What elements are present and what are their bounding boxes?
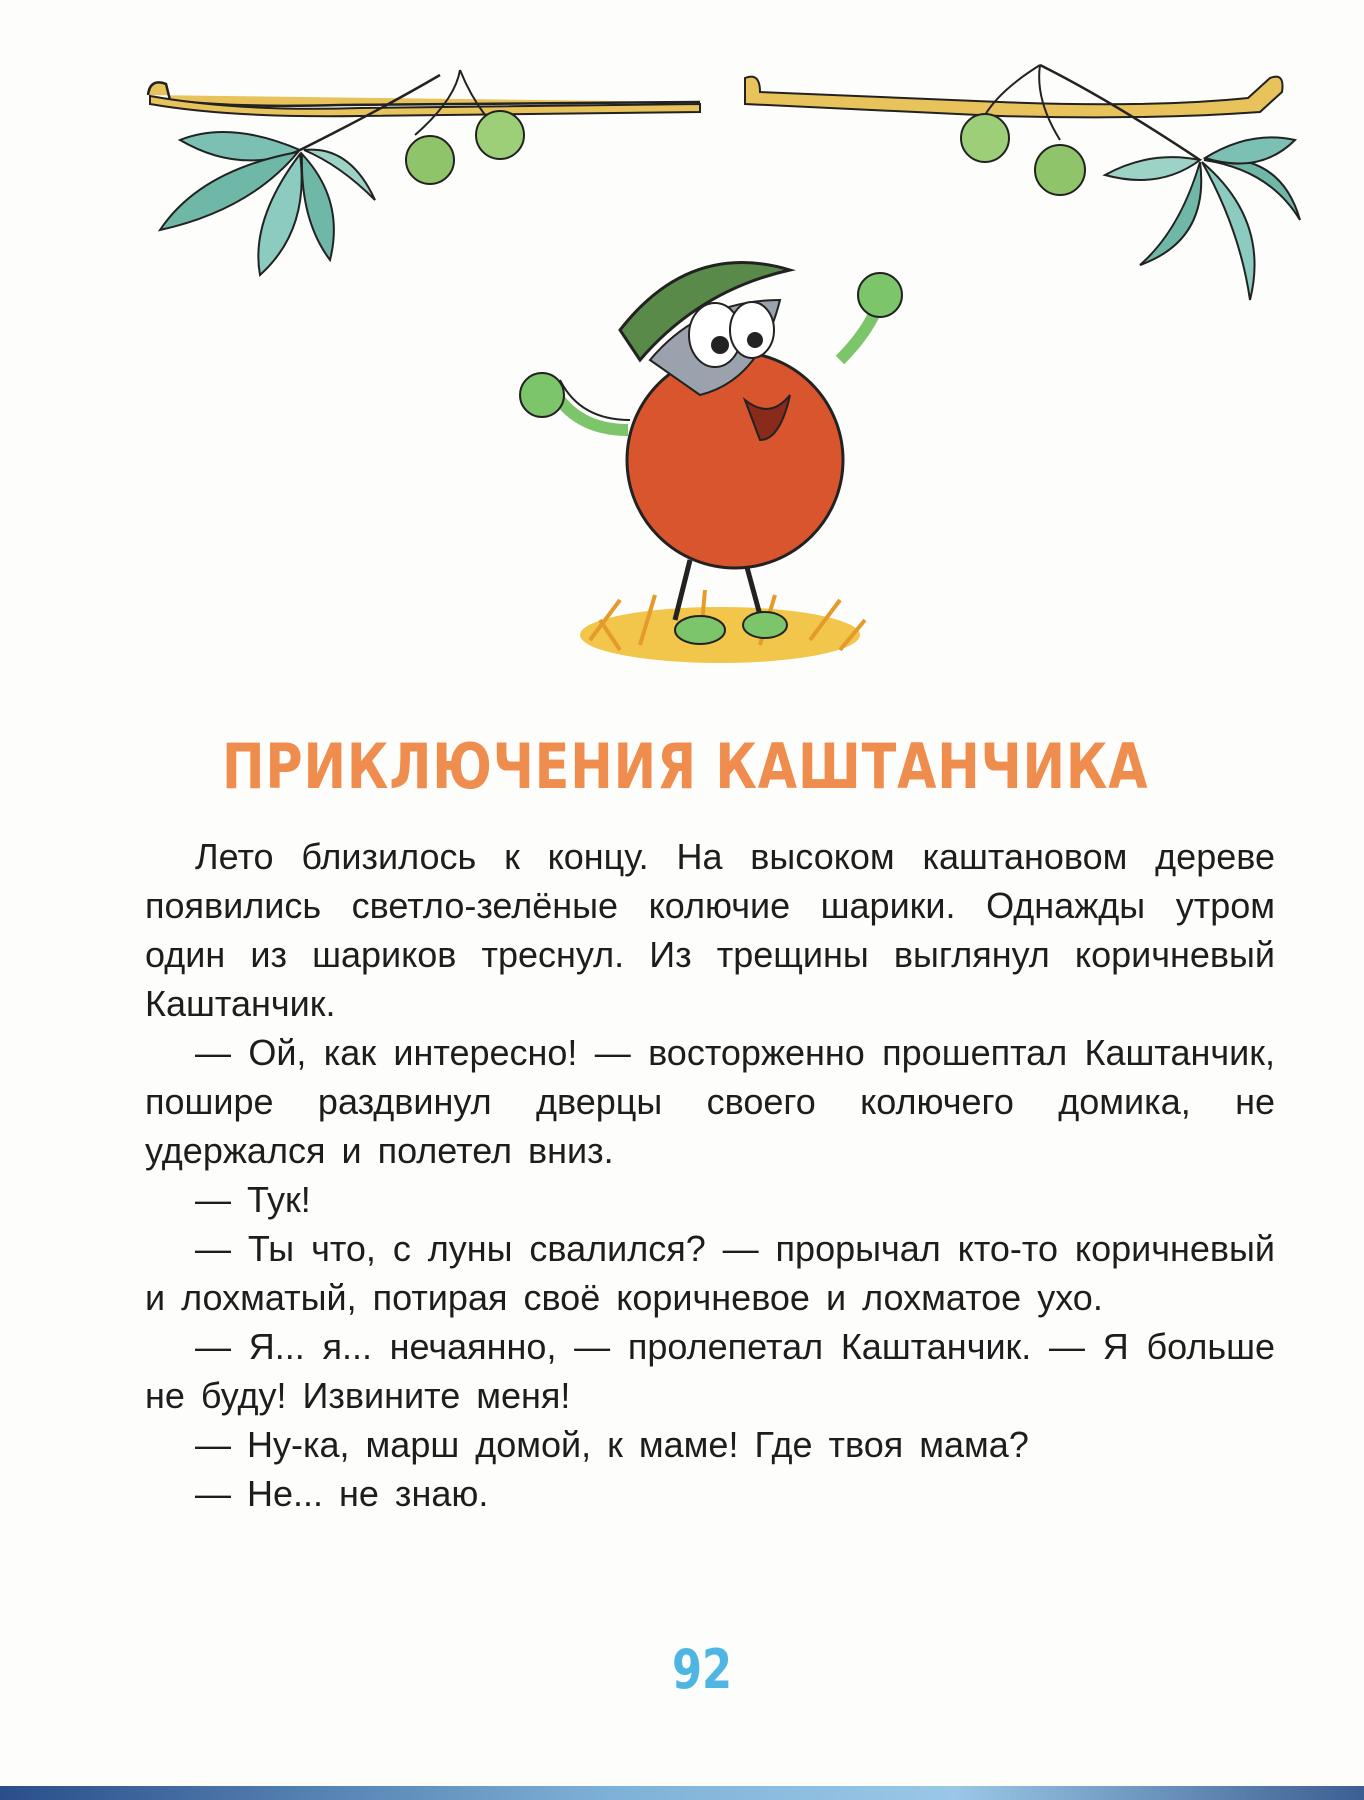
story-title: ПРИКЛЮЧЕНИЯ КАШТАНЧИКА <box>222 730 1149 803</box>
story-text <box>145 832 1275 1518</box>
left-burr-1 <box>406 136 454 184</box>
paragraph: — Тук! <box>195 1179 311 1220</box>
paragraph: Лето близилось к концу. На высоком каштановом дереве появились светло-зелёные колючие шарики. Однажды утром один из шариков треснул. Из трещины выглянул коричневый Каштанчик. <box>145 836 1275 1024</box>
page-number: 92 <box>671 1638 733 1701</box>
right-branch <box>745 65 1300 300</box>
bottom-edge-strip <box>0 1786 1364 1800</box>
paragraph: — Я... я... нечаянно, — пролепетал Каштанчик. — Я больше не буду! Извините меня! <box>145 1326 1275 1416</box>
left-branch <box>148 70 700 275</box>
chestnut-character <box>520 263 902 645</box>
chestnut-illustration <box>0 0 1364 700</box>
paragraph: — Ты что, с луны свалился? — прорычал кто-то коричневый и лохматый, потирая своё коричневое и лохматое ухо. <box>145 1228 1275 1318</box>
paragraph: — Ну-ка, марш домой, к маме! Где твоя мама? <box>195 1424 1029 1465</box>
paragraph: — Не... не знаю. <box>195 1473 489 1514</box>
right-burr-2 <box>1035 145 1085 195</box>
right-burr-1 <box>961 114 1009 162</box>
left-burr-2 <box>476 111 524 159</box>
paragraph: — Ой, как интересно! — восторженно прошептал Каштанчик, пошире раздвинул дверцы своего колючего домика, не удержался и полетел вниз. <box>145 1032 1275 1171</box>
